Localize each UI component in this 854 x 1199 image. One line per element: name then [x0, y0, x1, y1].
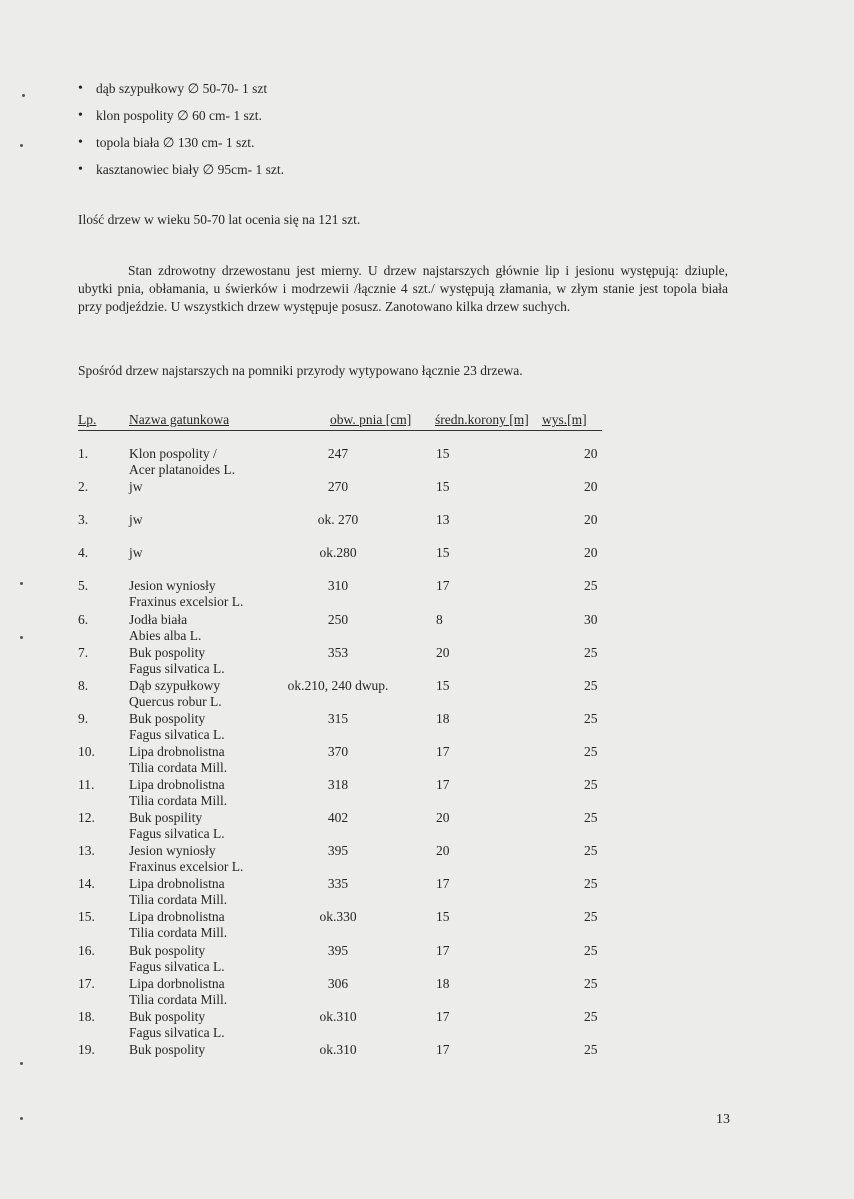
- scan-speck: [20, 1117, 23, 1120]
- cell-species-name: Lipa drobnolistna: [129, 777, 225, 792]
- bullet-item: • topola biała ∅ 130 cm- 1 szt.: [78, 134, 284, 161]
- cell-lp: 12.: [78, 810, 95, 825]
- cell-species-name: Lipa dorbnolistna: [129, 976, 225, 991]
- cell-height: 25: [584, 810, 598, 825]
- cell-height: 25: [584, 1042, 598, 1057]
- cell-crown-diameter: 15: [436, 479, 450, 494]
- cell-circumference: 395: [327, 843, 349, 858]
- cell-lp: 13.: [78, 843, 95, 858]
- scan-speck: [20, 636, 23, 639]
- cell-crown-diameter: 17: [436, 777, 450, 792]
- cell-latin-name: Fagus silvatica L.: [129, 1025, 225, 1040]
- cell-crown-diameter: 17: [436, 744, 450, 759]
- cell-lp: 16.: [78, 943, 95, 958]
- cell-circumference: 402: [327, 810, 349, 825]
- cell-species-name: Klon pospolity /: [129, 446, 217, 461]
- bullet-item: • klon pospolity ∅ 60 cm- 1 szt.: [78, 107, 284, 134]
- cell-crown-diameter: 15: [436, 678, 450, 693]
- cell-height: 25: [584, 777, 598, 792]
- cell-crown-diameter: 17: [436, 943, 450, 958]
- cell-latin-name: Abies alba L.: [129, 628, 202, 643]
- cell-species-name: Buk pospolity: [129, 711, 206, 726]
- cell-latin-name: Fagus silvatica L.: [129, 661, 225, 676]
- cell-crown-diameter: 8: [436, 612, 443, 627]
- cell-circumference: 335: [327, 876, 349, 891]
- table-row: [78, 446, 608, 480]
- cell-circumference: 250: [327, 612, 349, 627]
- cell-lp: 3.: [78, 512, 89, 527]
- cell-species-name: Jesion wyniosły: [129, 843, 216, 858]
- cell-crown-diameter: 18: [436, 711, 450, 726]
- cell-crown-diameter: 15: [436, 909, 450, 924]
- cell-lp: 6.: [78, 612, 89, 627]
- cell-species-name: Jesion wyniosły: [129, 578, 216, 593]
- cell-lp: 1.: [78, 446, 89, 461]
- cell-height: 25: [584, 909, 598, 924]
- paragraph-tree-count: Ilość drzew w wieku 50-70 lat ocenia się na 121 szt.: [78, 212, 361, 227]
- table-row: [78, 512, 608, 546]
- cell-height: 20: [584, 545, 598, 560]
- cell-circumference: 306: [327, 976, 349, 991]
- cell-lp: 18.: [78, 1009, 95, 1024]
- cell-circumference: ok.310: [319, 1009, 357, 1024]
- cell-species-name: jw: [129, 512, 143, 527]
- cell-height: 25: [584, 976, 598, 991]
- bullet-item: • dąb szypułkowy ∅ 50-70- 1 szt: [78, 80, 284, 107]
- cell-species-name: Buk pospility: [129, 810, 203, 825]
- table-row: [78, 1042, 608, 1076]
- cell-height: 25: [584, 711, 598, 726]
- table-row: [78, 744, 608, 778]
- cell-lp: 15.: [78, 909, 95, 924]
- cell-lp: 19.: [78, 1042, 95, 1057]
- table-row: [78, 810, 608, 844]
- header-height: wys.[m]: [542, 412, 587, 427]
- cell-circumference: ok.330: [319, 909, 357, 924]
- cell-species-name: Jodła biała: [129, 612, 188, 627]
- table-header: [78, 412, 602, 431]
- cell-lp: 5.: [78, 578, 89, 593]
- cell-species-name: Buk pospolity: [129, 645, 206, 660]
- table-row: [78, 843, 608, 877]
- cell-latin-name: Tilia cordata Mill.: [129, 793, 228, 808]
- table-row: [78, 612, 608, 646]
- cell-crown-diameter: 20: [436, 645, 450, 660]
- table-row: [78, 678, 608, 712]
- table-row: [78, 711, 608, 745]
- cell-circumference: 270: [327, 479, 349, 494]
- cell-latin-name: Acer platanoides L.: [129, 462, 236, 477]
- cell-crown-diameter: 13: [436, 512, 450, 527]
- table-row: [78, 777, 608, 811]
- cell-height: 20: [584, 446, 598, 461]
- cell-crown-diameter: 20: [436, 810, 450, 825]
- page-number: 13: [716, 1112, 730, 1127]
- table-row: [78, 1009, 608, 1043]
- cell-height: 25: [584, 744, 598, 759]
- cell-circumference: 315: [327, 711, 349, 726]
- cell-circumference: 310: [327, 578, 349, 593]
- header-circumference: obw. pnia [cm]: [330, 412, 412, 427]
- table-row: [78, 578, 608, 612]
- cell-latin-name: Fraxinus excelsior L.: [129, 594, 244, 609]
- cell-crown-diameter: 17: [436, 1042, 450, 1057]
- cell-circumference: ok. 270: [317, 512, 359, 527]
- cell-circumference: ok.280: [319, 545, 357, 560]
- cell-latin-name: Tilia cordata Mill.: [129, 925, 228, 940]
- cell-crown-diameter: 20: [436, 843, 450, 858]
- cell-species-name: Buk pospolity: [129, 1009, 206, 1024]
- cell-height: 25: [584, 645, 598, 660]
- cell-crown-diameter: 18: [436, 976, 450, 991]
- cell-lp: 11.: [78, 777, 95, 792]
- cell-height: 25: [584, 678, 598, 693]
- cell-circumference: ok.310: [319, 1042, 357, 1057]
- cell-height: 25: [584, 943, 598, 958]
- scan-speck: [20, 144, 23, 147]
- cell-height: 20: [584, 479, 598, 494]
- table-row: [78, 943, 608, 977]
- cell-latin-name: Quercus robur L.: [129, 694, 222, 709]
- cell-crown-diameter: 15: [436, 446, 450, 461]
- cell-crown-diameter: 17: [436, 578, 450, 593]
- cell-circumference: 318: [327, 777, 349, 792]
- cell-lp: 4.: [78, 545, 89, 560]
- cell-lp: 7.: [78, 645, 89, 660]
- cell-lp: 8.: [78, 678, 89, 693]
- header-name: Nazwa gatunkowa: [129, 412, 230, 427]
- cell-circumference: 353: [327, 645, 349, 660]
- cell-species-name: Buk pospolity: [129, 943, 206, 958]
- scan-speck: [20, 582, 23, 585]
- table-row: [78, 909, 608, 943]
- cell-crown-diameter: 17: [436, 1009, 450, 1024]
- cell-crown-diameter: 17: [436, 876, 450, 891]
- cell-latin-name: Fraxinus excelsior L.: [129, 859, 244, 874]
- cell-height: 20: [584, 512, 598, 527]
- cell-height: 25: [584, 876, 598, 891]
- cell-circumference: 370: [327, 744, 349, 759]
- tree-bullet-list: [78, 80, 284, 188]
- cell-latin-name: Fagus silvatica L.: [129, 727, 225, 742]
- scan-speck: [20, 1062, 23, 1065]
- cell-species-name: Buk pospolity: [129, 1042, 206, 1057]
- table-row: [78, 645, 608, 679]
- cell-height: 25: [584, 1009, 598, 1024]
- header-crown-diameter: średn.korony [m]: [435, 412, 529, 427]
- cell-circumference: 247: [327, 446, 349, 461]
- cell-species-name: jw: [129, 479, 143, 494]
- paragraph-monuments: Spośród drzew najstarszych na pomniki przyrody wytypowano łącznie 23 drzewa.: [78, 363, 523, 378]
- cell-height: 30: [584, 612, 598, 627]
- table-row: [78, 545, 608, 579]
- cell-species-name: jw: [129, 545, 143, 560]
- cell-species-name: Lipa drobnolistna: [129, 909, 225, 924]
- cell-species-name: Lipa drobnolistna: [129, 744, 225, 759]
- cell-latin-name: Tilia cordata Mill.: [129, 892, 228, 907]
- cell-circumference: ok.210, 240 dwup.: [287, 678, 389, 693]
- scan-speck: [22, 94, 25, 97]
- cell-circumference: 395: [327, 943, 349, 958]
- table-row: [78, 479, 608, 513]
- cell-lp: 17.: [78, 976, 95, 991]
- cell-lp: 9.: [78, 711, 89, 726]
- cell-lp: 2.: [78, 479, 89, 494]
- cell-latin-name: Fagus silvatica L.: [129, 826, 225, 841]
- cell-height: 25: [584, 578, 598, 593]
- cell-lp: 14.: [78, 876, 95, 891]
- cell-crown-diameter: 15: [436, 545, 450, 560]
- paragraph-health: Stan zdrowotny drzewostanu jest mierny. U drzew najstarszych głównie lip i jesionu występują: dziuple, ubytki pnia, obłamania, u świerków i modrzewii /łącznie 4 szt./ występują złamania, w złym stanie jest topola biała przy podjeździe. U wszystkich drzew występuje posusz. Zanotowano kilka drzew suchych.: [78, 263, 728, 314]
- cell-latin-name: Fagus silvatica L.: [129, 959, 225, 974]
- cell-height: 25: [584, 843, 598, 858]
- cell-species-name: Lipa drobnolistna: [129, 876, 225, 891]
- table-row: [78, 876, 608, 910]
- bullet-item: • kasztanowiec biały ∅ 95cm- 1 szt.: [78, 161, 284, 188]
- table-row: [78, 976, 608, 1010]
- cell-latin-name: Tilia cordata Mill.: [129, 760, 228, 775]
- cell-latin-name: Tilia cordata Mill.: [129, 992, 228, 1007]
- cell-species-name: Dąb szypułkowy: [129, 678, 221, 693]
- cell-lp: 10.: [78, 744, 95, 759]
- header-lp: Lp.: [78, 412, 97, 427]
